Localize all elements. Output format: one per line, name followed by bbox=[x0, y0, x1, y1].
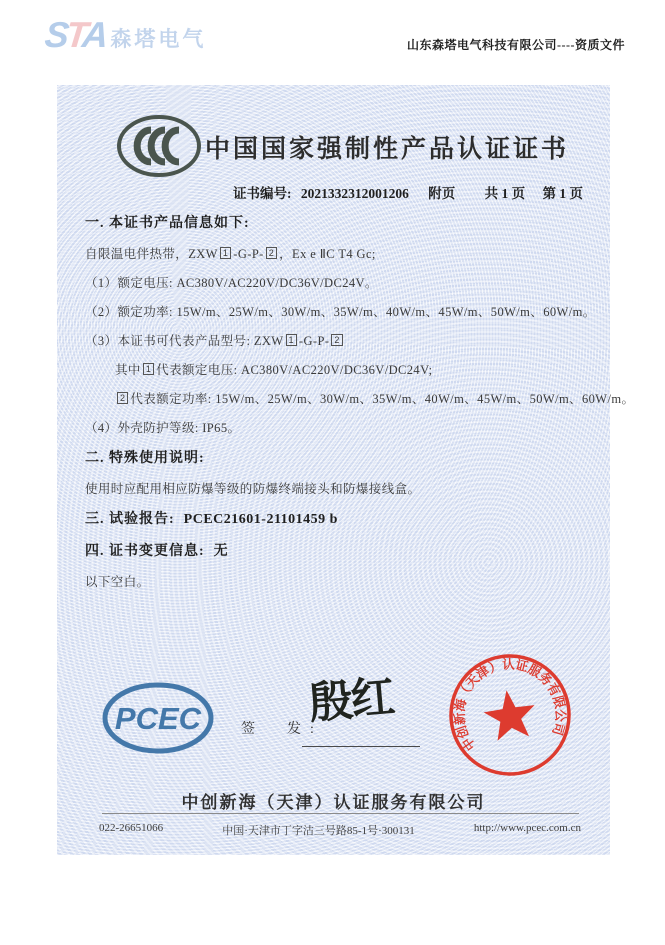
logo-letter-t: T bbox=[63, 14, 85, 55]
section-heading bbox=[85, 447, 594, 467]
sta-company-logo bbox=[42, 14, 207, 55]
body-text: （3）本证书可代表产品型号: ZXW bbox=[85, 334, 284, 348]
body-line bbox=[115, 360, 594, 378]
section-heading-label: 二. 特殊使用说明: bbox=[85, 451, 205, 466]
logo-brand-text: 森塔电气 bbox=[110, 28, 207, 51]
body-line bbox=[85, 244, 594, 262]
section-heading-value: 无 bbox=[213, 544, 229, 559]
signature-line bbox=[302, 730, 420, 747]
section-heading-label: 三. 试验报告: bbox=[85, 512, 175, 527]
issue-signature-label: 签 发: bbox=[241, 722, 323, 737]
document-qualification-label: 山东森塔电气科技有限公司----资质文件 bbox=[407, 38, 625, 52]
boxed-placeholder-number: 1 bbox=[143, 363, 154, 375]
red-company-stamp bbox=[445, 650, 575, 780]
issuer-address: 中国·天津市丁字沽三号路85-1号·300131 bbox=[222, 825, 415, 837]
current-page: 第 1 页 bbox=[542, 186, 583, 201]
body-line bbox=[85, 479, 594, 497]
body-text: （2）额定功率: 15W/m、25W/m、30W/m、35W/m、40W/m、45W/m、50W/m、60W/m。 bbox=[85, 305, 596, 319]
footer-divider bbox=[102, 813, 579, 814]
logo-letter-s: S bbox=[42, 14, 69, 55]
body-text: 代表额定功率: 15W/m、25W/m、30W/m、35W/m、40W/m、45W/m、50W/m、60W/m。 bbox=[130, 392, 635, 406]
body-text: -G-P- bbox=[298, 334, 330, 348]
pcec-logo-text: PCEC bbox=[114, 701, 202, 736]
closing-note: 以下空白。 bbox=[85, 575, 150, 589]
section-heading bbox=[85, 508, 594, 528]
boxed-placeholder-number: 1 bbox=[220, 247, 231, 259]
section-heading-value: PCEC21601-21101459 b bbox=[183, 512, 338, 527]
certificate-title: 中国国家强制性产品认证证书 bbox=[204, 136, 569, 163]
section-heading bbox=[85, 540, 594, 560]
section-heading bbox=[85, 212, 594, 232]
body-text: 自限温电伴热带，ZXW bbox=[85, 247, 218, 261]
boxed-placeholder-number: 2 bbox=[117, 392, 128, 404]
body-text: （1）额定电压: AC380V/AC220V/DC36V/DC24V。 bbox=[85, 276, 378, 290]
handwritten-signature: 殷红 bbox=[306, 672, 395, 729]
body-text: 其中 bbox=[115, 363, 141, 377]
boxed-placeholder-number: 2 bbox=[266, 247, 277, 259]
stamp-star-icon bbox=[481, 687, 539, 742]
ccc-certification-mark-icon bbox=[115, 113, 203, 179]
sta-logo-letters bbox=[42, 14, 108, 55]
stamp-text: 中创新海（天津）认证服务有限公司 bbox=[451, 656, 569, 754]
body-line bbox=[85, 273, 594, 291]
footer-contact-row bbox=[99, 822, 581, 838]
pcec-logo bbox=[100, 680, 216, 756]
section-heading-label: 四. 证书变更信息: bbox=[85, 544, 205, 559]
logo-letter-a: A bbox=[80, 14, 108, 55]
total-pages: 共 1 页 bbox=[484, 186, 526, 201]
body-line bbox=[115, 389, 635, 407]
certificate-number-value: 2021332312001206 bbox=[300, 186, 409, 201]
boxed-placeholder-number: 2 bbox=[331, 334, 342, 346]
certificate-body bbox=[85, 212, 635, 590]
body-text: 使用时应配用相应防爆等级的防爆终端接头和防爆接线盒。 bbox=[85, 482, 421, 496]
boxed-placeholder-number: 1 bbox=[286, 334, 297, 346]
annex-label: 附页 bbox=[428, 186, 456, 201]
body-text: （4）外壳防护等级: IP65。 bbox=[85, 421, 241, 435]
issuer-phone: 022-26651066 bbox=[99, 822, 164, 834]
body-line bbox=[85, 418, 594, 436]
certificate-number-label: 证书编号: bbox=[233, 186, 292, 201]
certificate-sheet bbox=[57, 85, 635, 855]
issuer-website: http://www.pcec.com.cn bbox=[473, 822, 581, 834]
section-heading-label: 一. 本证书产品信息如下: bbox=[85, 216, 250, 231]
body-text: -G-P- bbox=[233, 247, 264, 261]
certificate-number-row bbox=[233, 182, 583, 202]
body-text: 代表额定电压: AC380V/AC220V/DC36V/DC24V; bbox=[156, 363, 433, 377]
issuing-company-name: 中创新海（天津）认证服务有限公司 bbox=[181, 793, 486, 812]
body-line bbox=[85, 331, 594, 349]
body-text: ，Ex e ⅡC T4 Gc; bbox=[279, 247, 376, 261]
body-line bbox=[85, 302, 594, 320]
